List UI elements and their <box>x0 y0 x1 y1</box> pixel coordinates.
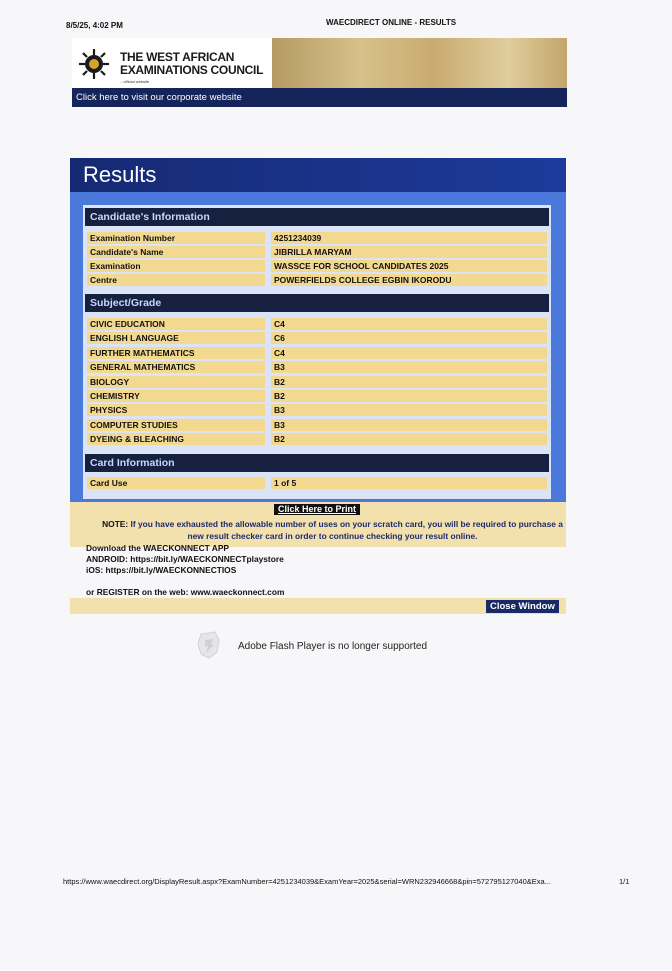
subject-section-header <box>85 294 549 312</box>
subject-grade: B3 <box>271 404 547 416</box>
subject-grade: B2 <box>271 376 547 388</box>
flash-message: Adobe Flash Player is no longer supported <box>238 641 428 652</box>
info-label: Candidate's Name <box>87 246 265 258</box>
ios-link[interactable]: iOS: https://bit.ly/WAECKONNECTIOS <box>86 565 237 575</box>
subject-grade: B2 <box>271 433 547 445</box>
close-window-button[interactable]: Close Window <box>486 600 559 613</box>
banner-photo <box>272 38 567 88</box>
card-use-label: Card Use <box>87 477 265 489</box>
info-value: JIBRILLA MARYAM <box>271 246 547 258</box>
subject-grade: C4 <box>271 347 547 359</box>
card-section-header <box>85 454 549 472</box>
subject-row <box>87 332 547 345</box>
candidate-section-header <box>85 208 549 226</box>
subject-name: CHEMISTRY <box>87 390 265 402</box>
info-value: 4251234039 <box>271 232 547 244</box>
footer-url: https://www.waecdirect.org/DisplayResult.aspx?ExamNumber=4251234039&ExamYear=2025&serial=WRN232946668&pin=572795127040&Exa... <box>63 877 551 886</box>
subject-name: ENGLISH LANGUAGE <box>87 332 265 344</box>
subject-grade: C4 <box>271 318 547 330</box>
subject-row <box>87 347 547 360</box>
results-heading: Results <box>83 162 157 187</box>
download-app-text: Download the WAECKONNECT APP <box>86 543 229 553</box>
subject-row <box>87 419 547 432</box>
subject-name: DYEING & BLEACHING <box>87 433 265 445</box>
subject-name: FURTHER MATHEMATICS <box>87 347 265 359</box>
card-section-title: Card Information <box>90 457 175 469</box>
subject-name: BIOLOGY <box>87 376 265 388</box>
tagline: ...official website <box>120 79 150 84</box>
subject-name: PHYSICS <box>87 404 265 416</box>
corporate-bar <box>72 88 567 107</box>
subject-name: COMPUTER STUDIES <box>87 419 265 431</box>
subject-grade: B2 <box>271 390 547 402</box>
android-link[interactable]: ANDROID: https://bit.ly/WAECKONNECTplaystore <box>86 554 284 564</box>
subject-row <box>87 376 547 389</box>
info-label: Examination Number <box>87 232 265 244</box>
info-label: Centre <box>87 274 265 286</box>
subject-row <box>87 361 547 374</box>
card-use-value: 1 of 5 <box>271 477 547 489</box>
subject-row <box>87 404 547 417</box>
print-title: WAECDIRECT ONLINE - RESULTS <box>326 18 457 27</box>
print-date: 8/5/25, 4:02 PM <box>66 21 123 30</box>
subject-name: GENERAL MATHEMATICS <box>87 361 265 373</box>
info-label: Examination <box>87 260 265 272</box>
org-name-line-2: EXAMINATIONS COUNCIL <box>120 63 264 77</box>
note <box>95 518 570 542</box>
org-name-line-1: THE WEST AFRICAN <box>120 50 235 64</box>
org-name <box>120 51 263 77</box>
note-text: If you have exhausted the allowable number of uses on your scratch card, you will be required to purchase a new result checker card in order to continue checking your result online. <box>130 519 563 541</box>
flash-plugin-icon <box>195 630 223 660</box>
footer-page-number: 1/1 <box>619 877 630 886</box>
waec-logo-icon <box>78 48 110 80</box>
info-row <box>87 232 547 245</box>
subject-grade: B3 <box>271 419 547 431</box>
corporate-website-link[interactable]: Click here to visit our corporate website <box>76 92 242 103</box>
candidate-section-title: Candidate's Information <box>90 211 210 223</box>
subject-grade: C6 <box>271 332 547 344</box>
info-row <box>87 246 547 259</box>
register-link[interactable]: or REGISTER on the web: www.waeckonnect.com <box>86 587 285 597</box>
subject-row <box>87 318 547 331</box>
print-button[interactable]: Click Here to Print <box>274 504 360 515</box>
results-heading-bar <box>70 158 566 192</box>
subject-row <box>87 390 547 403</box>
note-label: NOTE: <box>102 519 129 529</box>
subject-section-title: Subject/Grade <box>90 297 162 309</box>
info-row <box>87 260 547 273</box>
info-row <box>87 274 547 287</box>
subject-row <box>87 433 547 446</box>
subject-grade: B3 <box>271 361 547 373</box>
subject-name: CIVIC EDUCATION <box>87 318 265 330</box>
card-use-row <box>87 477 547 490</box>
banner <box>72 38 567 88</box>
info-value: WASSCE FOR SCHOOL CANDIDATES 2025 <box>271 260 547 272</box>
info-value: POWERFIELDS COLLEGE EGBIN IKORODU <box>271 274 547 286</box>
